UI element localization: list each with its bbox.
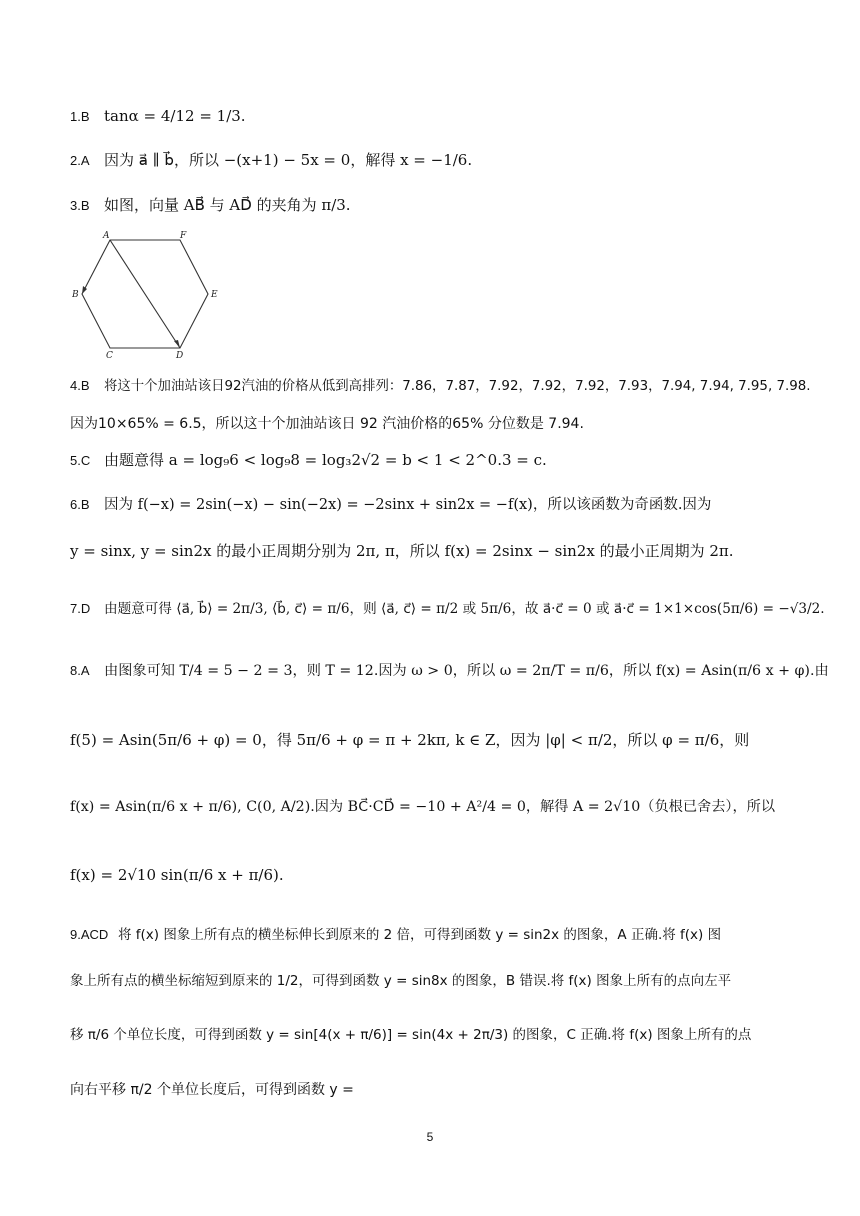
answer-line-9-cont-1 (70, 973, 731, 989)
answer-line-5 (70, 453, 547, 468)
answer-text: 将这十个加油站该日92汽油的价格从低到高排列：7.86，7.87，7.92，7.92，7.92，7.93，7.94, 7.94, 7.95, 7.98. (104, 379, 811, 394)
answer-line-6 (70, 497, 711, 513)
answer-line-8-cont-2 (70, 799, 775, 814)
answer-number: 7.D (70, 601, 91, 616)
answer-text: f(5) = Asin(5π/6 + φ) = 0，得 5π/6 + φ = π + 2kπ, k ∈ Z，因为 |φ| < π/2，所以 φ = π/6，则 (70, 731, 750, 749)
answer-text: 由图象可知 T/4 = 5 − 2 = 3，则 T = 12.因为 ω > 0，所以 ω = 2π/T = π/6，所以 f(x) = Asin(π/6 x + φ).由 (104, 663, 829, 679)
answer-text: f(x) = Asin(π/6 x + π/6), C(0, A/2).因为 BC⃗·CD⃗ = −10 + A²/4 = 0，解得 A = 2√10（负根已舍去），所以 (70, 799, 776, 815)
answer-text: 将 f(x) 图象上所有点的横坐标伸长到原来的 2 倍，可得到函数 y = sin2x 的图象，A 正确.将 f(x) 图 (118, 927, 722, 943)
vertex-label-b: B (72, 290, 79, 300)
answer-number: 9.ACD (70, 927, 109, 942)
answer-text: 由题意可得 ⟨a⃗, b⃗⟩ = 2π/3, ⟨b⃗, c⃗⟩ = π/6，则 ⟨a⃗, c⃗⟩ = π/2 或 5π/6，故 a⃗·c⃗ = 0 或 a⃗·c⃗ = 1×1×cos(5π/6) = −√3/2. (104, 601, 825, 617)
answer-line-9-cont-2 (70, 1027, 751, 1043)
answer-text: tanα = 4/12 = 1/3. (104, 107, 246, 125)
answer-number: 8.A (70, 663, 90, 678)
vertex-label-c: C (106, 351, 113, 360)
answer-line-1 (70, 109, 246, 124)
answer-number: 6.B (70, 497, 90, 512)
page-number: 5 (426, 1130, 434, 1144)
answer-line-4-cont (70, 416, 584, 431)
vertex-label-e: E (211, 290, 218, 300)
answer-line-8 (70, 663, 829, 678)
answer-line-3 (70, 198, 351, 213)
answer-text: y = sinx, y = sin2x 的最小正周期分别为 2π, π，所以 f(x) = 2sinx − sin2x 的最小正周期为 2π. (70, 542, 734, 560)
answer-text: 象上所有点的横坐标缩短到原来的 1/2，可得到函数 y = sin8x 的图象，B 错误.将 f(x) 图象上所有的点向左平 (70, 973, 732, 989)
answer-text: 因为 f(−x) = 2sin(−x) − sin(−2x) = −2sinx + sin2x = −f(x)，所以该函数为奇函数.因为 (104, 497, 712, 513)
answer-number: 1.B (70, 109, 90, 124)
answer-text: 因为10×65% = 6.5，所以这十个加油站该日 92 汽油价格的65% 分位数是 7.94. (70, 416, 584, 432)
answer-number: 4.B (70, 378, 90, 393)
answer-text: f(x) = 2√10 sin(π/6 x + π/6). (70, 866, 284, 884)
answer-text: 向右平移 π/2 个单位长度后，可得到函数 y = (70, 1082, 354, 1098)
vertex-label-d: D (176, 351, 184, 360)
answer-line-7 (70, 601, 825, 617)
answer-number: 2.A (70, 153, 90, 168)
answer-text: 由题意得 a = log₉6 < log₉8 = log₃2√2 = b < 1 < 2^0.3 = c. (104, 451, 547, 469)
answer-text: 移 π/6 个单位长度，可得到函数 y = sin[4(x + π/6)] = sin(4x + 2π/3) 的图象，C 正确.将 f(x) 图象上所有的点 (70, 1027, 752, 1043)
answer-line-8-cont-1 (70, 733, 749, 748)
hexagon-figure (72, 230, 222, 360)
answer-line-9 (70, 927, 721, 943)
answer-line-9-cont-3 (70, 1082, 354, 1097)
answer-line-6-cont (70, 544, 734, 559)
answer-text: 因为 a⃗ ∥ b⃗，所以 −(x+1) − 5x = 0，解得 x = −1/6. (104, 151, 473, 169)
vertex-label-a: A (103, 231, 110, 241)
answer-line-8-cont-3 (70, 868, 284, 883)
vertex-label-f: F (180, 231, 187, 241)
answer-text: 如图，向量 AB⃗ 与 AD⃗ 的夹角为 π/3. (104, 196, 351, 214)
answer-number: 5.C (70, 453, 91, 468)
answer-line-2 (70, 153, 472, 168)
answer-line-4 (70, 378, 811, 393)
answer-number: 3.B (70, 198, 90, 213)
